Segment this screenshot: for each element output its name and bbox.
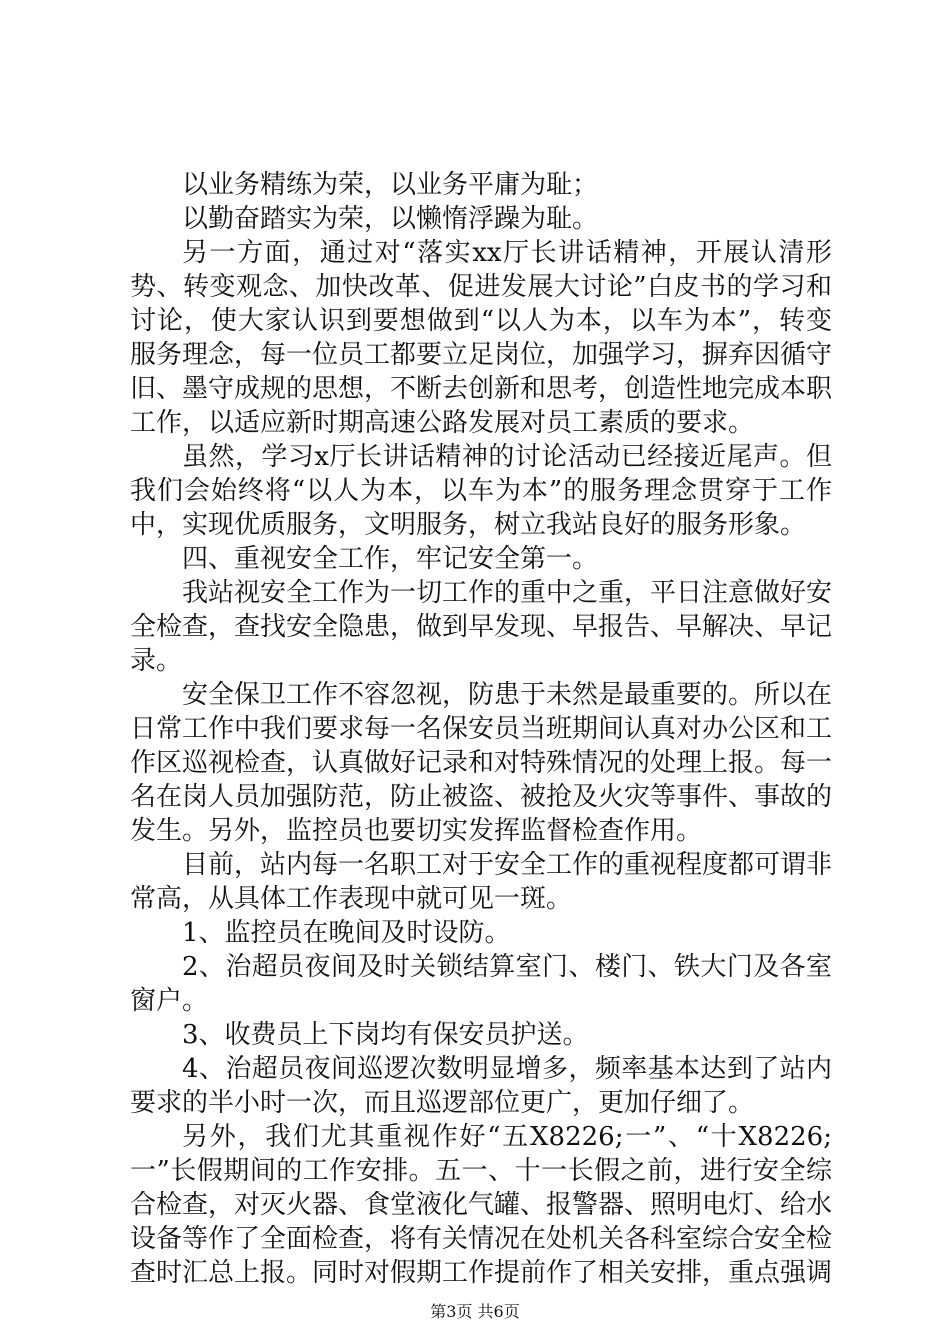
paragraph: 我站视安全工作为一切工作的重中之重，平日注意做好安全检查，查找安全隐患，做到早发现、早报告、早解决、早记录。 bbox=[130, 578, 833, 676]
list-item: 2、治超员夜间及时关锁结算室门、楼门、铁大门及各室窗户。 bbox=[130, 952, 832, 1016]
document-body bbox=[130, 168, 832, 1290]
paragraph: 另一方面，通过对“落实xx厅长讲话精神，开展认清形势、转变观念、加快改革、促进发展大讨论”白皮书的学习和讨论，使大家认识到要想做到“以人为本，以车为本”，转变服务理念，每一位员工都要立足岗位，加强学习，摒弃因循守旧、墨守成规的思想，不断去创新和思考，创造性地完成本职工作，以适应新时期高速公路发展对员工素质的要求。 bbox=[130, 238, 833, 438]
paragraph: 以勤奋踏实为荣，以懒惰浮躁为耻。 bbox=[182, 204, 599, 234]
paragraph: 安全保卫工作不容忽视，防患于未然是最重要的。所以在日常工作中我们要求每一名保安员当班期间认真对办公区和工作区巡视检查，认真做好记录和对特殊情况的处理上报。每一名在岗人员加强防范，防止被盗、被抢及火灾等事件、事故的发生。另外，监控员也要切实发挥监督检查作用。 bbox=[130, 680, 833, 846]
paragraph: 以业务精练为荣，以业务平庸为耻； bbox=[182, 170, 599, 200]
paragraph: 另外，我们尤其重视作好“五X8226;一”、“十X8226;一”长假期间的工作安排。五一、十一长假之前，进行安全综合检查，对灭火器、食堂液化气罐、报警器、照明电灯、给水设备等作了全面检查，将有关情况在处机关各科室综合安全检查时汇总上报。同时对假期工作提前作了相关安排，重点强调 bbox=[130, 1122, 833, 1288]
list-item: 4、治超员夜间巡逻次数明显增多，频率基本达到了站内要求的半小时一次，而且巡逻部位更广，更加仔细了。 bbox=[130, 1054, 832, 1118]
section-heading: 四、重视安全工作，牢记安全第一。 bbox=[182, 544, 599, 574]
paragraph: 目前，站内每一名职工对于安全工作的重视程度都可谓非常高，从具体工作表现中就可见一斑。 bbox=[130, 850, 833, 914]
list-item: 3、收费员上下岗均有保安员护送。 bbox=[182, 1020, 589, 1050]
page-number-footer: 第3页 共6页 bbox=[430, 1302, 520, 1321]
list-item: 1、监控员在晚间及时设防。 bbox=[182, 918, 511, 948]
paragraph: 虽然，学习x厅长讲话精神的讨论活动已经接近尾声。但我们会始终将“以人为本，以车为本”的服务理念贯穿于工作中，实现优质服务，文明服务，树立我站良好的服务形象。 bbox=[130, 442, 832, 540]
